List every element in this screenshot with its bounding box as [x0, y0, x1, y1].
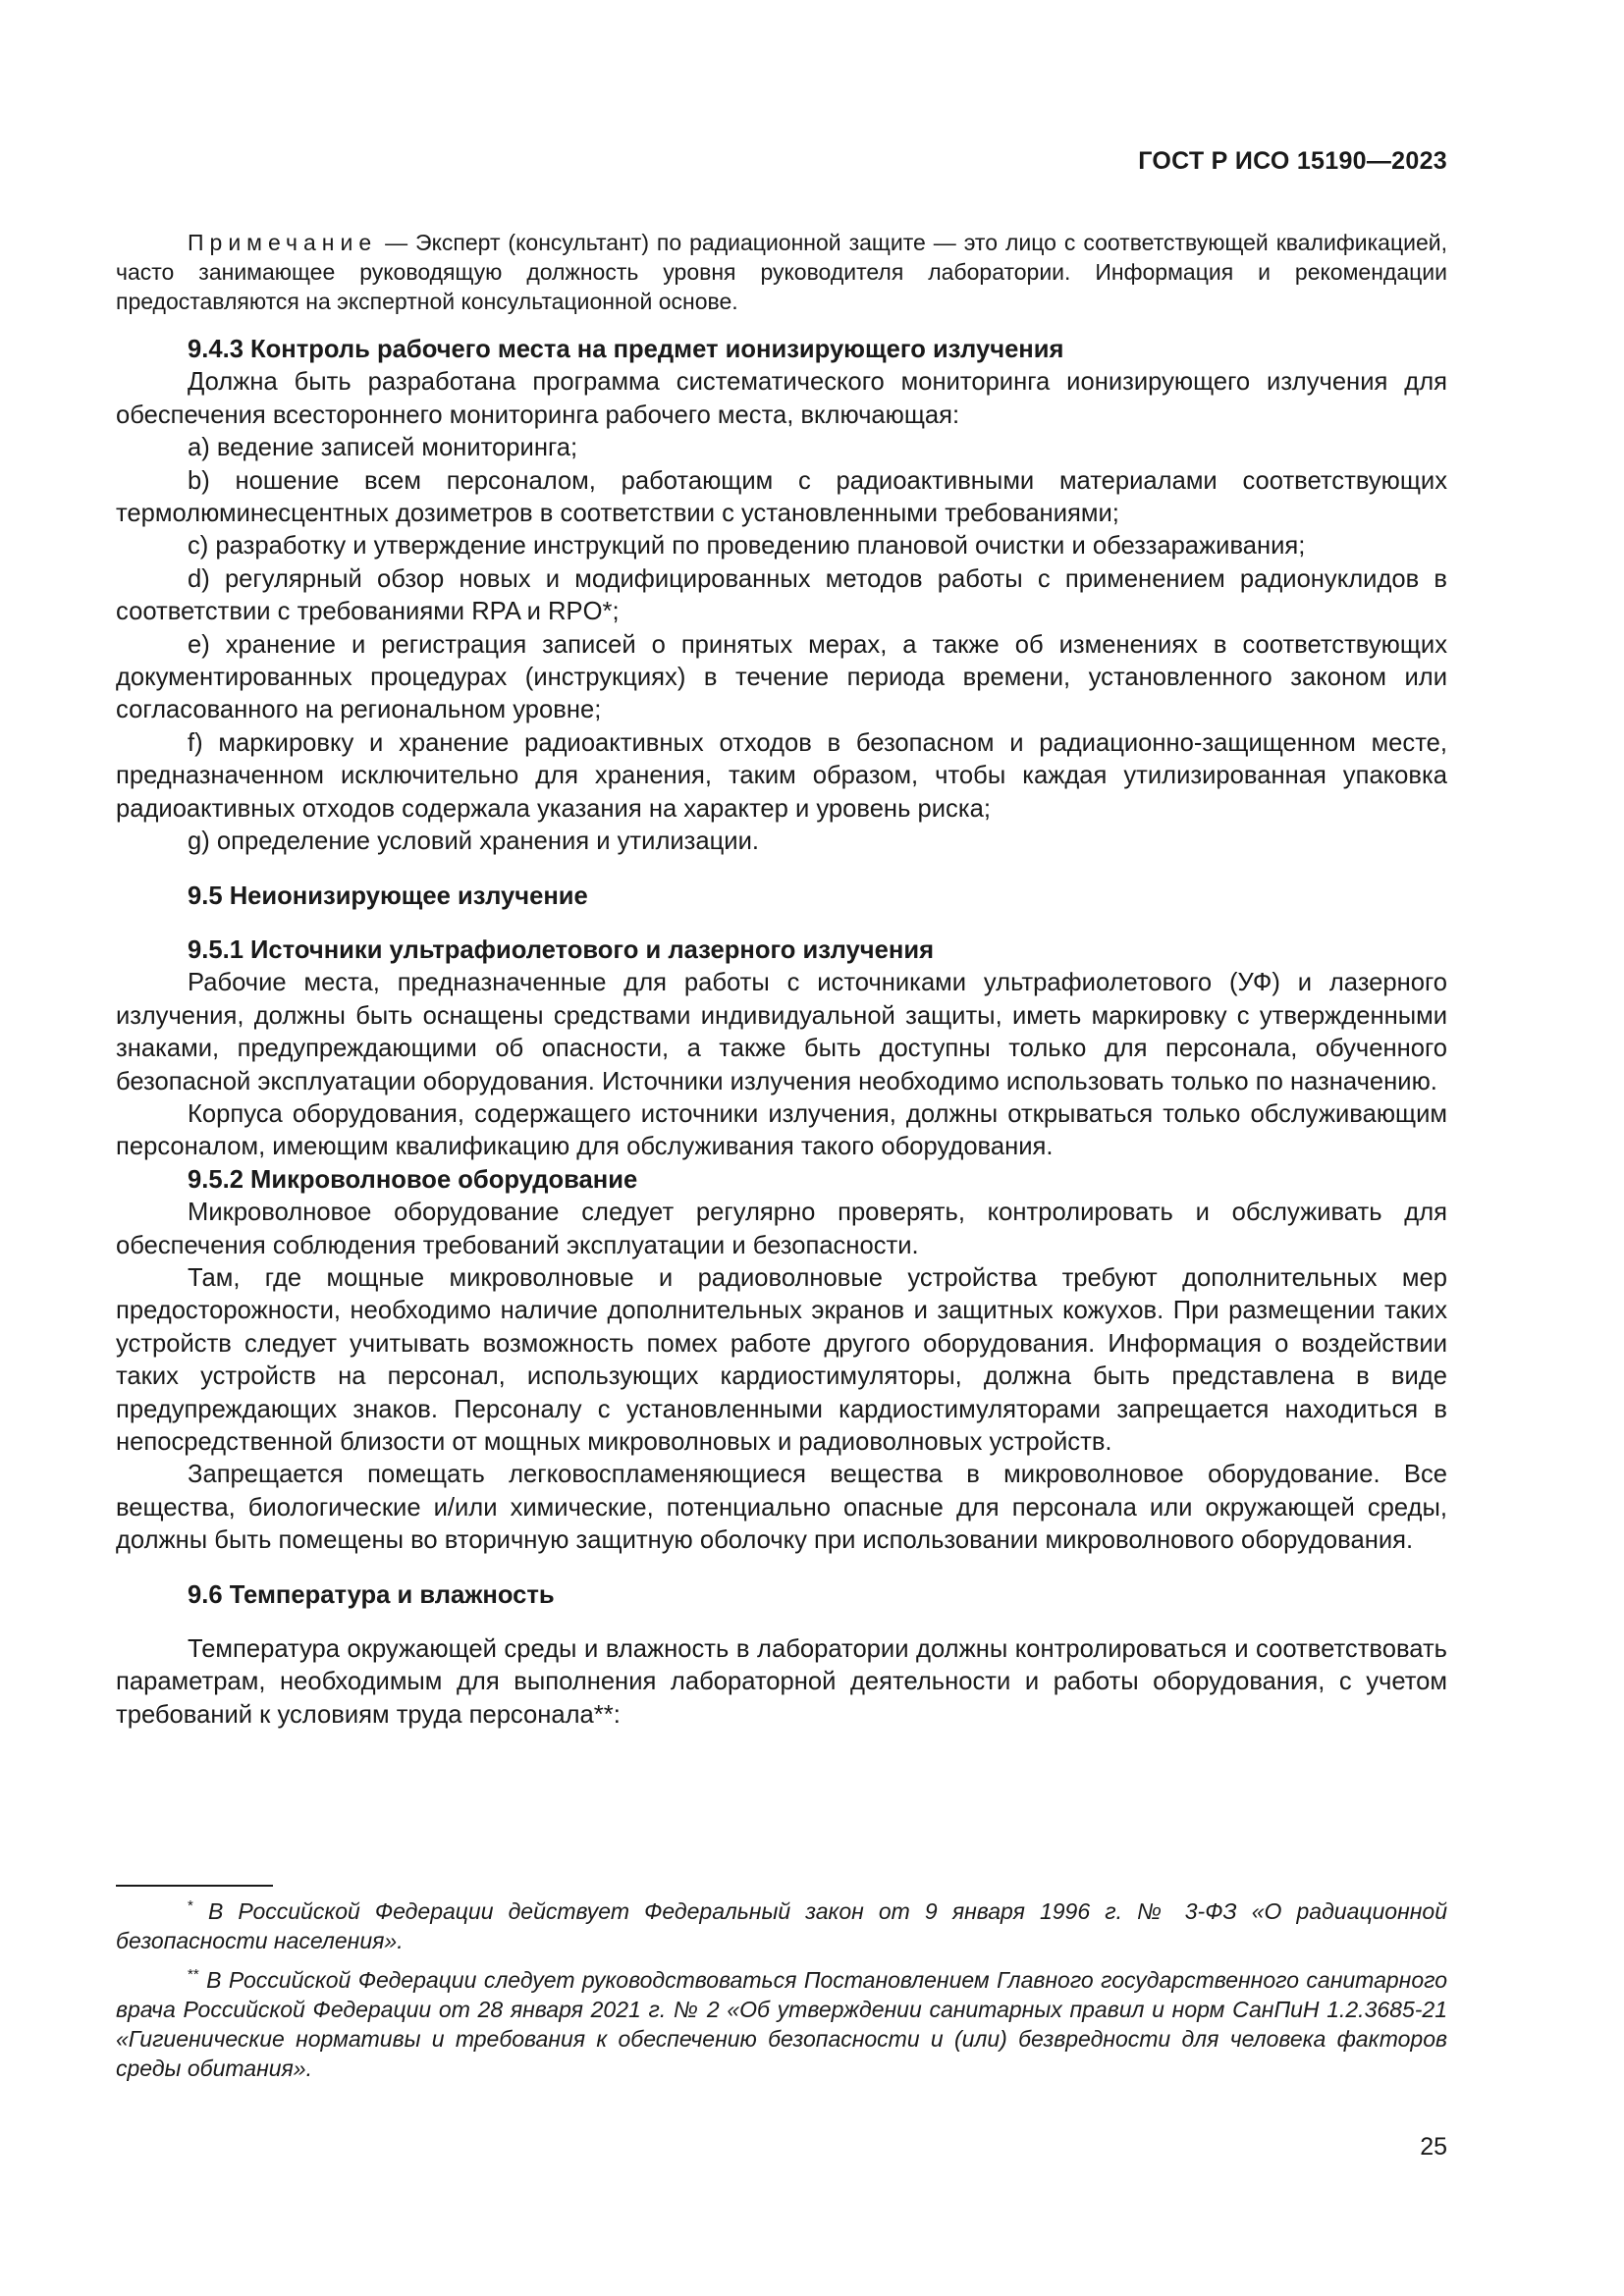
- document-header: ГОСТ Р ИСО 15190—2023: [1138, 147, 1447, 175]
- footnote-text: В Российской Федерации действует Федеральный закон от 9 января 1996 г. № 3-ФЗ «О радиационной безопасности населения».: [116, 1898, 1447, 1953]
- list-item: d) регулярный обзор новых и модифицированных методов работы с применением радионуклидов в соответствии с требованиями RPA и RPO*;: [116, 564, 1447, 626]
- list-item: c) разработку и утверждение инструкций по проведению плановой очистки и обеззараживания;: [188, 532, 1306, 561]
- footnote: [116, 1896, 1447, 1955]
- section-heading-9-5: 9.5 Неионизирующее излучение: [188, 881, 588, 910]
- section-heading-9-5-1: 9.5.1 Источники ультрафиолетового и лазерного излучения: [188, 935, 935, 964]
- section-heading-9-6: 9.6 Температура и влажность: [188, 1580, 555, 1609]
- footnote: [116, 1965, 1447, 2083]
- paragraph: Температура окружающей среды и влажность в лаборатории должны контролироваться и соответствовать параметрам, необходимым для выполнения лабораторной деятельности и работы оборудования, с учетом требований к условиям труда персонала**:: [116, 1635, 1447, 1729]
- list-item: e) хранение и регистрация записей о принятых мерах, а также об изменениях в соответствующих документированных процедурах (инструкциях) в течение периода времени, установленного законом или согласованного на региональном уровне;: [116, 630, 1447, 724]
- page-number: 25: [1420, 2133, 1447, 2161]
- list-item: b) ношение всем персоналом, работающим с радиоактивными материалами соответствующих термолюминесцентных дозиметров в соответствии с установленными требованиями;: [116, 466, 1447, 528]
- paragraph: Корпуса оборудования, содержащего источники излучения, должны открываться только обслуживающим персоналом, имеющим квалификацию для обслуживания такого оборудования.: [116, 1099, 1447, 1161]
- footnote-divider: [116, 1885, 273, 1887]
- footnote-mark: *: [188, 1897, 193, 1914]
- section-heading-9-5-2: 9.5.2 Микроволновое оборудование: [188, 1165, 638, 1194]
- paragraph: Запрещается помещать легковоспламеняющиеся вещества в микроволновое оборудование. Все вещества, биологические и/или химические, потенциально опасные для персонала или окружающей среды, должны быть помещены во вторичную защитную оболочку при использовании микроволнового оборудования.: [116, 1461, 1447, 1555]
- list-item: a) ведение записей мониторинга;: [188, 434, 578, 462]
- paragraph: Рабочие места, предназначенные для работы с источниками ультрафиолетового (УФ) и лазерного излучения, должны быть оснащены средствами индивидуальной защиты, иметь маркировку с утвержденными знаками, предупреждающими об опасности, а также быть доступны только для персонала, обученного безопасной эксплуатации оборудования. Источники излучения необходимо использовать только по назначению.: [116, 969, 1447, 1095]
- section-heading-9-4-3: 9.4.3 Контроль рабочего места на предмет ионизирующего излучения: [188, 336, 1064, 363]
- footnotes: [116, 1885, 1447, 2093]
- paragraph: Микроволновое оборудование следует регулярно проверять, контролировать и обслуживать для обеспечения соблюдения требований эксплуатации и безопасности.: [116, 1199, 1447, 1259]
- note-label: Примечание: [188, 230, 378, 255]
- list-item: f) маркировку и хранение радиоактивных отходов в безопасном и радиационно-защищенном месте, предназначенном исключительно для хранения, таким образом, чтобы каждая утилизированная упаковка радиоактивных отходов содержала указания на характер и уровень риска;: [116, 728, 1447, 823]
- note-text: — Эксперт (консультант) по радиационной защите — это лицо с соответствующей квалификацией, часто занимающее руководящую должность уровня руководителя лаборатории. Информация и рекомендации предоставляются на экспертной консультационной основе.: [116, 230, 1447, 314]
- list-item: g) определение условий хранения и утилизации.: [188, 828, 760, 856]
- footnote-mark: **: [188, 1966, 199, 1983]
- section-intro: Должна быть разработана программа систематического мониторинга ионизирующего излучения для обеспечения всестороннего мониторинга рабочего места, включающая:: [116, 368, 1447, 429]
- document-body: [116, 334, 1447, 1732]
- paragraph: Там, где мощные микроволновые и радиоволновые устройства требуют дополнительных мер предосторожности, необходимо наличие дополнительных экранов и защитных кожухов. При размещении таких устройств следует учитывать возможность помех работе другого оборудования. Информация о воздействии таких устройств на персонал, использующих кардиостимуляторы, должна быть представлена в виде предупреждающих знаков. Персоналу с установленными кардиостимуляторами запрещается находиться в непосредственной близости от мощных микроволновых и радиоволновых устройств.: [116, 1263, 1447, 1456]
- note-paragraph: [116, 228, 1447, 316]
- document-page: [116, 0, 1447, 2296]
- footnote-text: В Российской Федерации следует руководствоваться Постановлением Главного государственного санитарного врача Российской Федерации от 28 января 2021 г. № 2 «Об утверждении санитарных правил и норм СанПиН 1.2.3685-21 «Гигиенические нормативы и требования к обеспечению безопасности и (или) безвредности для человека факторов среды обитания».: [116, 1967, 1447, 2081]
